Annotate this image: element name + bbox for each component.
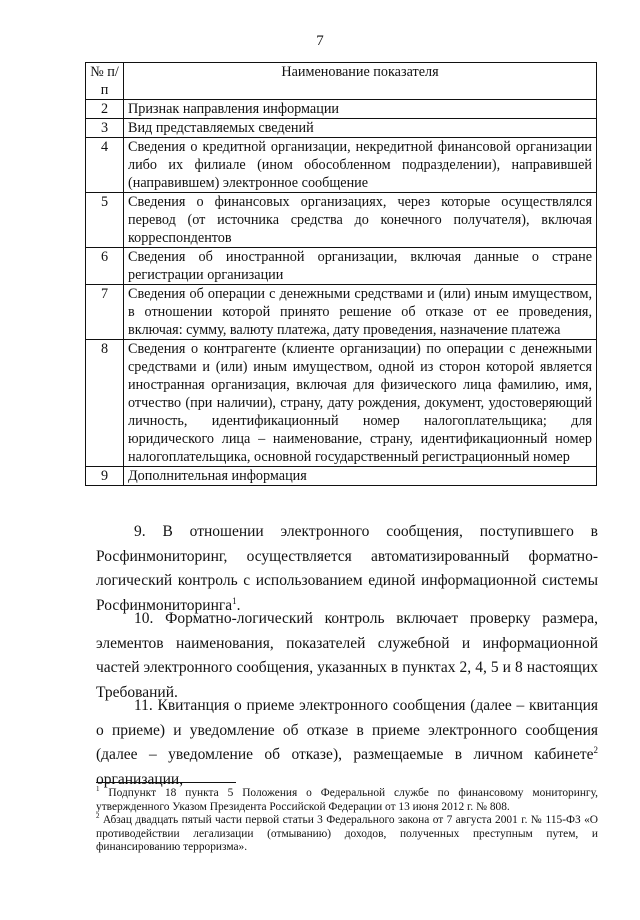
paragraph-11-continuation: организации, [96,770,184,788]
paragraph-9-text: 9. В отношении электронного сообщения, поступившего в Росфинмониторинг, осуществляется автоматизированный форматно-логический контроль с использованием единой информационной системы Росфинмониторинга [96,523,598,614]
indicators-table [85,62,597,486]
footnote-1-text: Подпункт 18 пункта 5 Положения о Федеральной службе по финансовому мониторингу, утвержденного Указом Президента Российской Федерации от 13 июня 2012 г. № 808. [96,787,598,813]
paragraph-9-end: . [236,596,241,614]
footnote-1 [96,787,598,814]
row-text: Сведения о финансовых организациях, через которые осуществлялся перевод (от источника средства до конечного получателя), включая корреспондентов [124,193,597,248]
paragraph-9 [96,520,598,618]
row-number: 7 [86,285,124,340]
row-text: Вид представляемых сведений [124,119,597,138]
table-header-row [86,63,597,100]
table-row [86,119,597,138]
paragraph-10: 10. Форматно-логический контроль включает проверку размера, элементов наименования, показателей служебной и информационной частей электронного сообщения, указанных в пунктах 2, 4, 5 и 8 настоящих Требований. [96,610,598,701]
row-number: 5 [86,193,124,248]
row-number: 6 [86,248,124,285]
row-text: Признак направления информации [124,100,597,119]
table-row [86,138,597,193]
footnote-2-mark: 2 [96,812,100,821]
footnote-divider [96,782,236,783]
table-row [86,467,597,486]
row-number: 2 [86,100,124,119]
footnote-2-text: Абзац двадцать пятый части первой статьи 3 Федерального закона от 7 августа 2001 г. № 115-ФЗ «О противодействии легализации (отмыванию) доходов, полученных преступным путем, и финансированию терроризма». [96,814,598,853]
header-indicator-name: Наименование показателя [124,63,597,100]
footnote-ref-1: 1 [232,595,237,606]
footnote-1-mark: 1 [96,785,100,794]
header-number: № п/п [86,63,124,100]
table-row [86,340,597,467]
row-text: Дополнительная информация [124,467,597,486]
footnote-ref-2: 2 [593,744,598,755]
paragraph-11 [96,694,598,792]
row-number: 8 [86,340,124,467]
table-row [86,100,597,119]
row-number: 3 [86,119,124,138]
paragraph-11-text: 11. Квитанция о приеме электронного сообщения (далее – квитанция о приеме) и уведомление об отказе в приеме электронного сообщения (далее – уведомление об отказе), размещаемые в личном кабинете [96,697,598,763]
footnote-2 [96,814,598,855]
row-text: Сведения о кредитной организации, некредитной финансовой организации либо их филиале (ином обособленном подразделении), направившей (направившем) электронное сообщение [124,138,597,193]
row-text: Сведения о контрагенте (клиенте организации) по операции с денежными средствами и (или) иным имуществом, одной из сторон которой является иностранная организация, включая для физического лица фамилию, имя, отчество (при наличии), страну, дату рождения, документ, удостоверяющий личность, идентификационный номер налогоплательщика; для юридического лица – наименование, страну, идентификационный номер налогоплательщика, основной государственный регистрационный номер [124,340,597,467]
row-text: Сведения об иностранной организации, включая данные о стране регистрации организации [124,248,597,285]
table-row [86,248,597,285]
table-row [86,285,597,340]
table-row [86,193,597,248]
row-text: Сведения об операции с денежными средствами и (или) иным имуществом, в отношении которой принято решение об отказе от ее проведения, включая: сумму, валюту платежа, дату проведения, назначение платежа [124,285,597,340]
footnotes [96,787,598,855]
row-number: 4 [86,138,124,193]
row-number: 9 [86,467,124,486]
page-number: 7 [316,33,324,49]
